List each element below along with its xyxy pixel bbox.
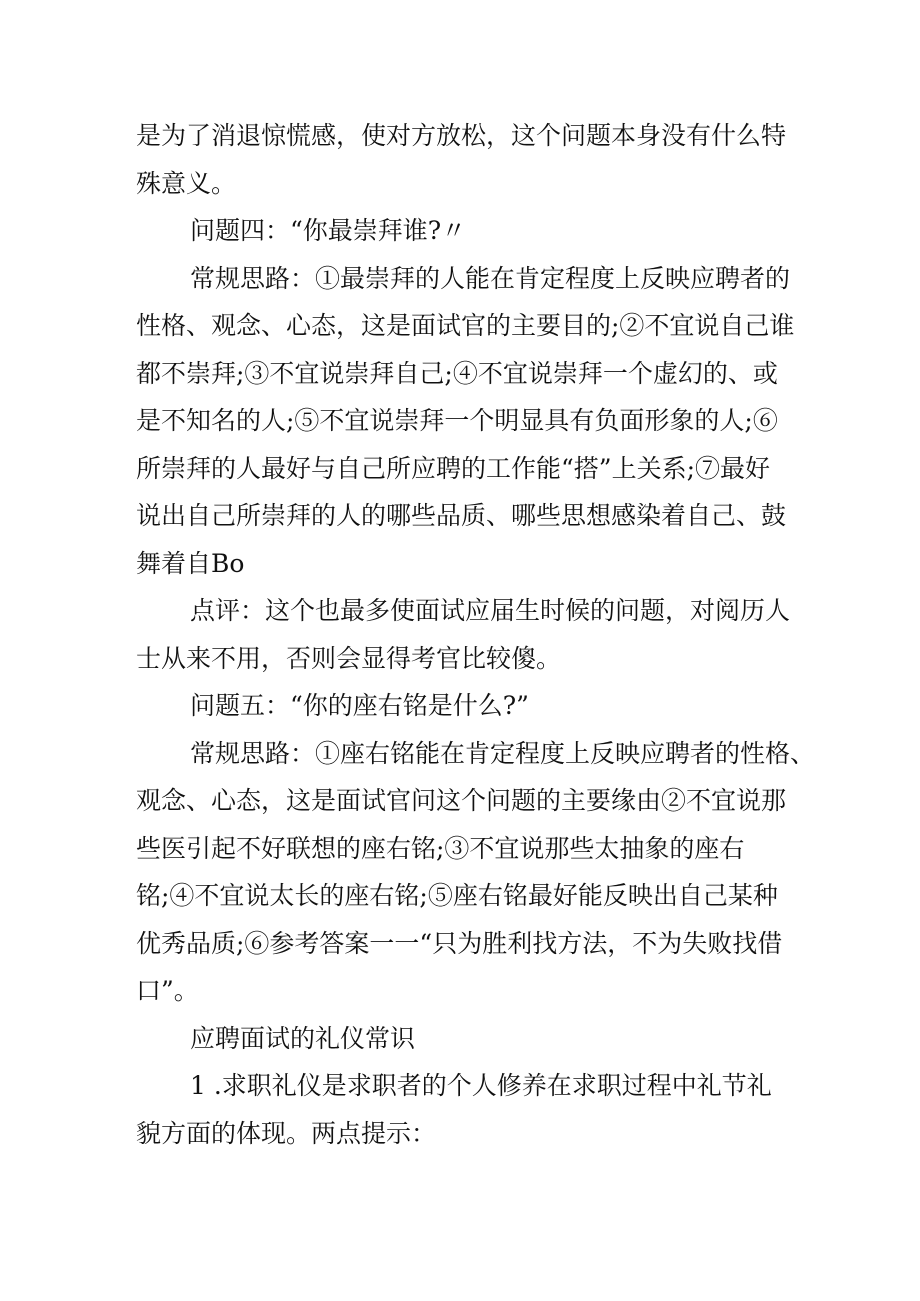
text-line: 都不崇拜;③不宜说崇拜自己;④不宜说崇拜一个虚幻的、或 [136,358,778,388]
text-line: 性格、观念、心态，这是面试官的主要目的;②不宜说自己谁 [136,311,795,340]
question-four-heading: 问题四：“你最崇拜谁?〃 [190,216,467,245]
text-line: 貌方面的体现。两点提示： [136,1118,437,1148]
text-line: 所崇拜的人最好与自己所应聘的工作能“搭”上关系;⑦最好 [136,453,770,483]
text-line: 优秀品质;⑥参考答案一一“只为胜利找方法，不为失败找借 [136,928,783,958]
text-line: 常规思路：①最崇拜的人能在肯定程度上反映应聘者的 [190,263,791,293]
text-line: 舞着自Bo [136,548,245,578]
comment-line: 点评：这个也最多使面试应届生时候的问题，对阅历人 [190,596,791,625]
text-line: 观念、心态，这是面试官问这个问题的主要缘由②不宜说那 [136,786,787,815]
text-line: 是不知名的人;⑤不宜说崇拜一个明显具有负面形象的人;⑥ [136,406,778,435]
text-line: 是为了消退惊慌感，使对方放松，这个问题本身没有什么特 [136,121,787,150]
text-line: 殊意义。 [136,168,237,198]
numbered-item: 1 .求职礼仪是求职者的个人修养在求职过程中礼节礼 [190,1071,772,1100]
text-line: 说出自己所崇拜的人的哪些品质、哪些思想感染着自己、鼓 [136,501,787,530]
text-line: 口”。 [136,976,199,1005]
question-five-heading: 问题五：“你的座右铭是什么?” [190,691,529,720]
text-line: 铭;④不宜说太长的座右铭;⑤座右铭最好能反映出自己某种 [136,881,778,910]
text-line: 士从来不用，否则会显得考官比较傻。 [136,643,562,673]
text-line: 些医引起不好联想的座右铭;③不宜说那些太抽象的座右 [136,833,745,863]
section-heading: 应聘面试的礼仪常识 [190,1023,416,1053]
document-body [136,112,816,1157]
text-line: 常规思路：①座右铭能在肯定程度上反映应聘者的性格、 [190,738,816,768]
